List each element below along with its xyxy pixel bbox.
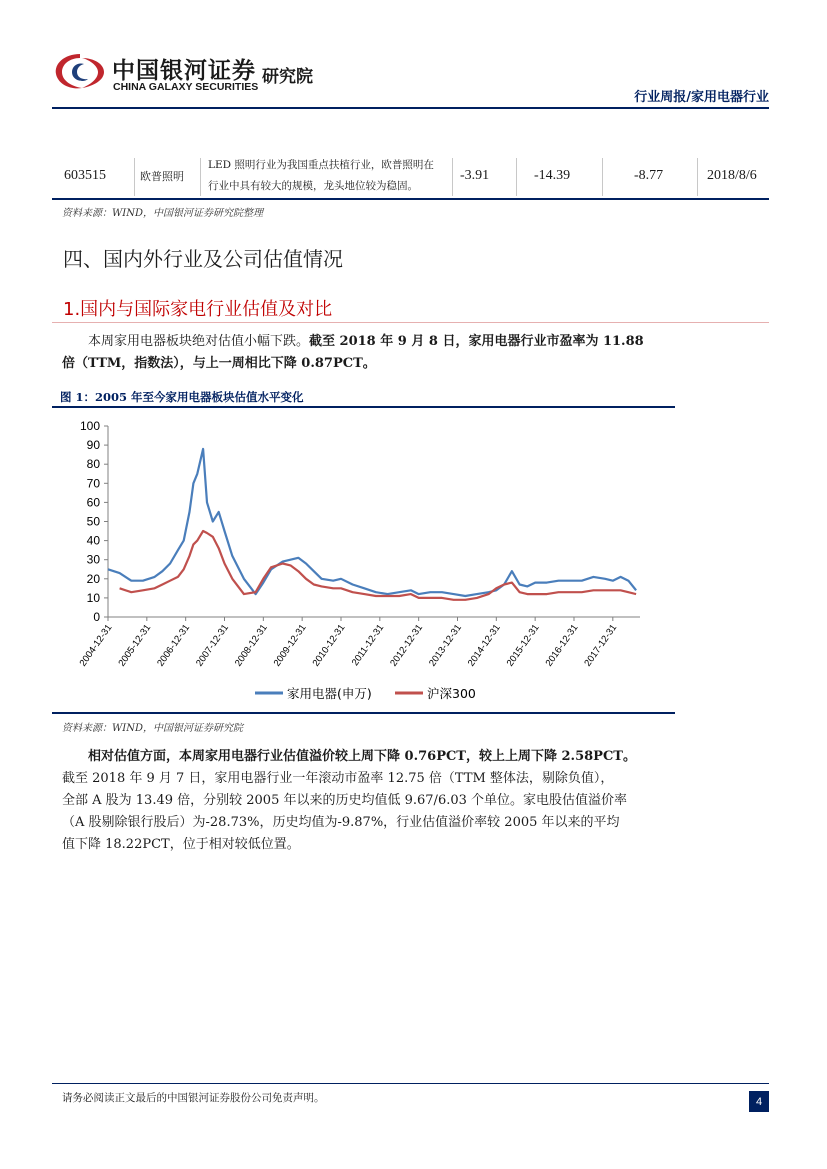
x-tick-label: 2009-12-31 — [271, 622, 309, 669]
x-tick-label: 2008-12-31 — [232, 622, 270, 669]
stock-name: 欧普照明 — [140, 170, 184, 183]
valuation-line-chart — [60, 414, 670, 709]
stock-code: 603515 — [64, 168, 106, 183]
figure-title: 图 1：2005 年至今家用电器板块估值水平变化 — [60, 390, 304, 404]
date-value: 2018/8/6 — [707, 168, 757, 183]
table-bottom-rule — [52, 198, 769, 200]
series-line-1 — [108, 449, 636, 596]
para2-line-2: 截至 2018 年 9 月 7 日，家用电器行业一年滚动市盈率 12.75 倍（TTM 整体法，剔除负值）， — [62, 771, 614, 786]
y-tick-label: 50 — [86, 514, 100, 529]
brand-name-en: CHINA GALAXY SECURITIES — [113, 81, 259, 93]
x-tick-label: 2013-12-31 — [427, 622, 464, 669]
value-2: -14.39 — [534, 168, 571, 183]
y-tick-label: 70 — [86, 476, 100, 491]
x-tick-label: 2015-12-31 — [504, 622, 542, 669]
section-heading: 四、国内外行业及公司估值情况 — [63, 247, 343, 271]
brand-name-cn: 中国银河证券 — [112, 58, 256, 84]
figure-bottom-rule — [52, 712, 675, 714]
x-tick-label: 2007-12-31 — [194, 622, 231, 669]
paragraph-2 — [62, 746, 636, 856]
x-tick-label: 2005-12-31 — [116, 622, 154, 669]
x-tick-label: 2006-12-31 — [155, 622, 193, 669]
legend-label-2: 沪深300 — [427, 686, 476, 701]
footer-disclaimer: 请务必阅读正文最后的中国银河证券股份公司免责声明。 — [62, 1092, 325, 1104]
para1-bold-b: 倍（TTM，指数法），与上一周相比下降 0.87PCT。 — [62, 356, 376, 371]
paragraph-1 — [62, 331, 644, 375]
page-number: 4 — [749, 1091, 769, 1112]
para2-line-5: 值下降 18.22PCT，位于相对较低位置。 — [62, 837, 300, 852]
description-line-1: LED 照明行业为我国重点扶植行业，欧普照明在 — [208, 159, 434, 171]
para2-bold: 相对估值方面，本周家用电器行业估值溢价较上周下降 0.76PCT，较上上周下降 2.58PCT。 — [88, 749, 636, 764]
y-tick-label: 40 — [86, 533, 100, 548]
china-galaxy-logo-icon — [52, 50, 108, 92]
header-divider — [52, 107, 769, 109]
y-tick-label: 90 — [86, 438, 100, 453]
para2-line-4: （A 股剔除银行股后）为-28.73%，历史均值为-9.87%，行业估值溢价率较 2005 年以来的平均 — [62, 815, 620, 830]
subsection-divider — [52, 322, 769, 323]
para1-plain: 本周家用电器板块绝对估值小幅下跌。 — [88, 334, 310, 349]
report-category: 行业周报/家用电器行业 — [634, 90, 769, 105]
source-note-1: 资料来源：WIND，中国银河证券研究院整理 — [62, 208, 263, 219]
x-tick-label: 2012-12-31 — [388, 622, 426, 669]
y-tick-label: 10 — [86, 590, 100, 605]
series-line-2 — [120, 531, 637, 600]
y-tick-label: 60 — [86, 495, 100, 510]
subsection-heading: 1.国内与国际家电行业估值及对比 — [63, 299, 333, 320]
description-line-2: 行业中具有较大的规模，龙头地位较为稳固。 — [208, 180, 418, 192]
y-tick-label: 100 — [79, 419, 100, 433]
value-3: -8.77 — [634, 168, 664, 183]
figure-top-rule — [52, 406, 675, 408]
y-tick-label: 80 — [86, 457, 100, 472]
y-tick-label: 30 — [86, 552, 100, 567]
footer-divider — [52, 1083, 769, 1084]
y-tick-label: 20 — [86, 571, 100, 586]
stock-description — [208, 154, 453, 198]
x-tick-label: 2016-12-31 — [543, 622, 581, 669]
x-tick-label: 2017-12-31 — [582, 622, 620, 669]
legend-label-1: 家用电器(申万) — [287, 686, 372, 701]
value-1: -3.91 — [460, 168, 490, 183]
x-tick-label: 2010-12-31 — [310, 622, 348, 669]
para2-line-3: 全部 A 股为 13.49 倍，分别较 2005 年以来的历史均值低 9.67/6.03 个单位。家电股估值溢价率 — [62, 793, 628, 808]
para1-bold-a: 截至 2018 年 9 月 8 日，家用电器行业市盈率为 11.88 — [309, 334, 644, 349]
table-row — [52, 154, 769, 198]
institute-label: 研究院 — [262, 67, 313, 87]
source-note-2: 资料来源：WIND，中国银河证券研究院 — [62, 723, 243, 734]
x-tick-label: 2004-12-31 — [77, 622, 115, 669]
x-tick-label: 2014-12-31 — [465, 622, 503, 669]
y-tick-label: 0 — [93, 610, 100, 624]
x-tick-label: 2011-12-31 — [349, 622, 387, 668]
